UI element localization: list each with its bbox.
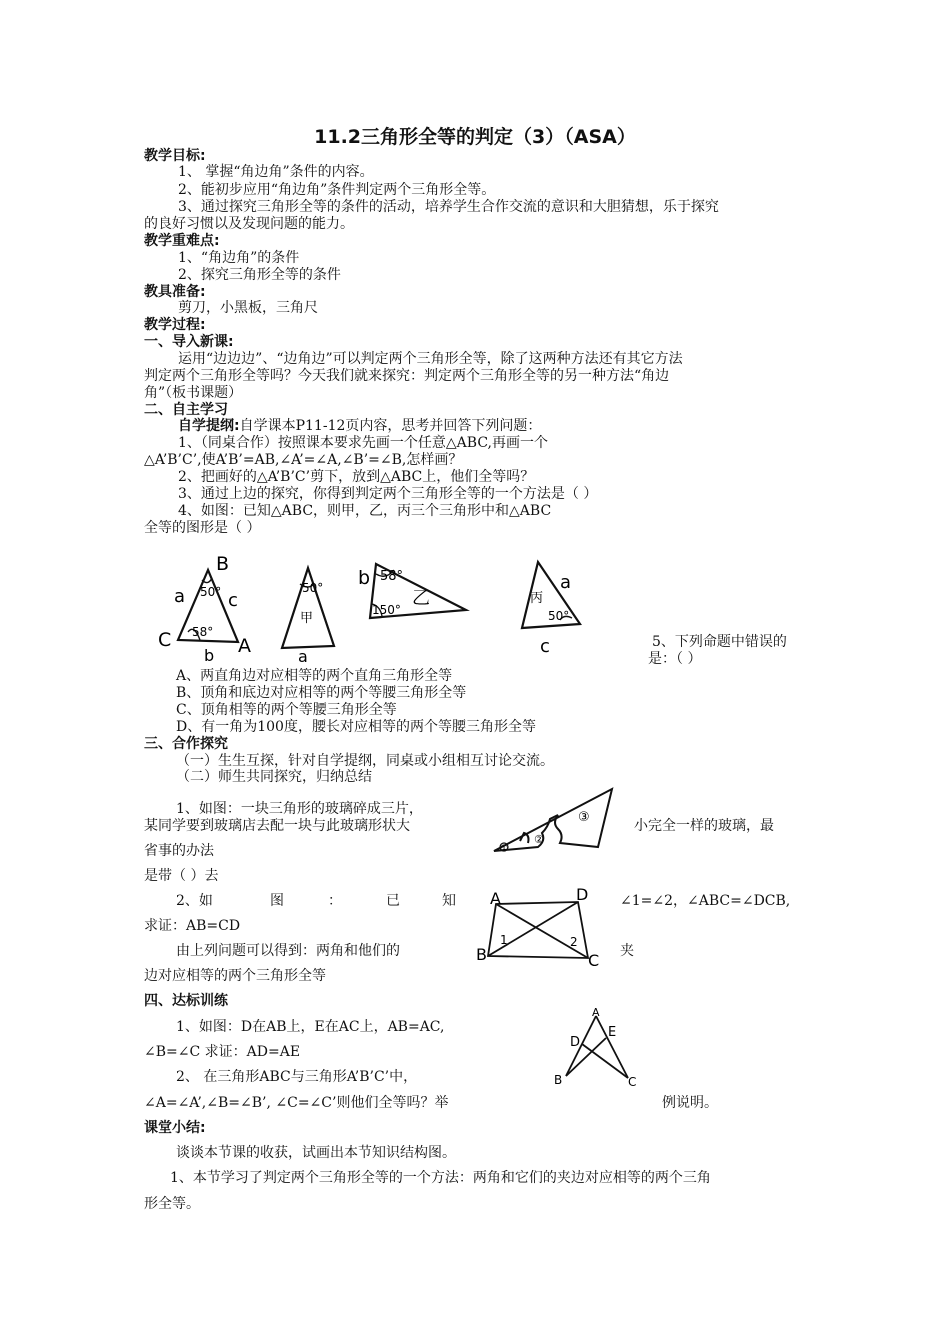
quad-point-d: D: [576, 888, 589, 904]
keypoint-item: 2、探究三角形全等的条件: [178, 267, 341, 283]
problem2-word: 2、如: [176, 893, 213, 909]
section1-heading: 一、导入新课:: [144, 334, 234, 350]
tri-main-angle-50: 50°: [200, 585, 222, 599]
goal-item: 2、能初步应用“角边角”条件判定两个三角形全等。: [178, 182, 496, 198]
option-b: B、顶角和底边对应相等的两个等腰三角形全等: [176, 685, 467, 701]
problem2-prove: 求证：AB=CD: [144, 918, 241, 934]
section3-item: （二）师生共同探究，归纳总结: [176, 769, 372, 785]
tri-jia-label: 甲: [300, 611, 314, 626]
outline-label: 自学提纲:: [178, 418, 240, 434]
outline-text: 自学课本P11-12页内容，思考并回答下列问题：: [239, 418, 542, 434]
goal-item: 3、通过探究三角形全等的条件的活动，培养学生合作交流的意识和大胆猜想，乐于探究: [178, 199, 719, 215]
summary-intro: 谈谈本节课的收获，试画出本节知识结构图。: [176, 1145, 456, 1161]
tri-main-vertex-c: C: [158, 629, 172, 651]
keypoints-heading: 教学重难点:: [144, 233, 220, 249]
quad-point-a: A: [490, 889, 501, 908]
quad-figure: [474, 888, 604, 968]
iso-point-b: B: [554, 1073, 563, 1087]
tri-main-angle-58: 58°: [192, 625, 214, 639]
page-title: 11.2三角形全等的判定（3）（ASA）: [314, 126, 636, 148]
training-2b2: 例说明。: [662, 1095, 718, 1111]
outline-line: [178, 418, 541, 435]
problem2-given: ∠1=∠2，∠ABC=∠DCB,: [620, 893, 791, 909]
tri-yi-angle-150: 150°: [372, 603, 401, 617]
intro-line: 运用“边边边”、“边角边”可以判定两个三角形全等，除了这两种方法还有其它方法: [178, 351, 683, 367]
tri-main-vertex-b: B: [216, 553, 230, 575]
iso-point-a: A: [592, 1006, 600, 1019]
intro-line: 角”（板书课题）: [144, 385, 243, 401]
goal-item: 1、 掌握“角边角”条件的内容。: [178, 164, 374, 180]
problem1-line-a: 1、如图：一块三角形的玻璃碎成三片，: [176, 801, 423, 817]
training-1a: 1、如图：D在AB上，E在AC上，AB=AC,: [176, 1019, 445, 1035]
question-5a: 5、下列命题中错误的: [652, 634, 787, 650]
section2-heading: 二、自主学习: [144, 402, 228, 418]
iso-point-d: D: [570, 1035, 581, 1050]
tools-heading: 教具准备:: [144, 284, 206, 300]
iso-point-c: C: [628, 1075, 637, 1089]
training-2a: 2、 在三角形ABC与三角形A’B’C’中，: [176, 1069, 418, 1085]
section3-heading: 三、合作探究: [144, 736, 228, 752]
option-d: D、有一角为100度，腰长对应相等的两个等腰三角形全等: [176, 719, 536, 735]
problem1-line-d: 是带（ ）去: [144, 868, 219, 884]
conclusion-a2: 夹: [620, 943, 634, 959]
problem2-word: 图: [270, 893, 284, 909]
problem2-word: 已: [386, 893, 400, 909]
tri-main-side-b: b: [204, 646, 215, 665]
tri-jia-side: a: [298, 647, 308, 665]
quad-angle-2: 2: [570, 935, 578, 949]
summary-line-b: 形全等。: [144, 1196, 200, 1212]
tri-bing-angle: 50°: [548, 609, 570, 623]
quad-angle-1: 1: [500, 933, 508, 947]
question-2: 2、把画好的△A’B’C’剪下，放到△ABC上，他们全等吗？: [178, 469, 535, 485]
summary-heading: 课堂小结:: [144, 1120, 206, 1136]
summary-line-a: 1、本节学习了判定两个三角形全等的一个方法：两角和它们的夹边对应相等的两个三角: [170, 1170, 711, 1186]
section3-item: （一）生生互探，针对自学提纲，同桌或小组相互讨论交流。: [176, 753, 554, 769]
problem1-line-c: 省事的办法: [144, 843, 214, 859]
training-2b: ∠A=∠A’,∠B=∠B’, ∠C=∠C’则他们全等吗？举: [144, 1095, 449, 1111]
training-1b: ∠B=∠C 求证：AD=AE: [144, 1044, 301, 1060]
tri-main-side-c: c: [228, 590, 238, 611]
tri-bing-side-c: c: [540, 636, 550, 657]
tri-jia-angle: 50°: [302, 581, 324, 595]
glass-piece-3: ③: [578, 810, 590, 825]
tri-yi-side-b: b: [358, 567, 371, 589]
tri-main-vertex-a: A: [238, 635, 251, 657]
conclusion-a: 由上列问题可以得到：两角和他们的: [176, 943, 400, 959]
tools-text: 剪刀，小黑板，三角尺: [178, 300, 318, 316]
glass-piece-2: ②: [534, 833, 544, 846]
question-4a: 4、如图：已知△ABC，则甲，乙，丙三个三角形中和△ABC: [178, 503, 552, 519]
goals-heading: 教学目标:: [144, 148, 206, 164]
section4-heading: 四、达标训练: [144, 993, 228, 1009]
triangle-jia: [282, 568, 334, 648]
goal-item: 的良好习惯以及发现问题的能力。: [144, 216, 354, 232]
triangles-figure: [150, 540, 600, 665]
problem1-line-b2: 小完全一样的玻璃，最: [634, 818, 774, 834]
problem1-line-b: 某同学要到玻璃店去配一块与此玻璃形状大: [144, 818, 410, 834]
option-a: A、两直角边对应相等的两个直角三角形全等: [176, 668, 453, 684]
question-3: 3、通过上边的探究，你得到判定两个三角形全等的一个方法是（ ）: [178, 486, 598, 502]
isosceles-figure: [548, 1006, 648, 1090]
problem2-word: ：: [328, 893, 342, 909]
option-c: C、顶角相等的两个等腰三角形全等: [176, 702, 397, 718]
conclusion-b: 边对应相等的两个三角形全等: [144, 968, 326, 984]
tri-bing-side-a: a: [560, 572, 572, 593]
tri-yi-label: 乙: [412, 588, 430, 609]
question-1b: △A’B’C’,使A’B’=AB,∠A’=∠A,∠B’=∠B,怎样画？: [144, 452, 463, 468]
glass-figure: [490, 785, 615, 857]
problem2-word: 知: [442, 893, 456, 909]
keypoint-item: 1、“角边角”的条件: [178, 250, 300, 266]
quad-point-c: C: [588, 951, 600, 968]
iso-point-e: E: [608, 1025, 617, 1040]
question-1a: 1、（同桌合作）按照课本要求先画一个任意△ABC,再画一个: [178, 435, 548, 451]
question-4b: 全等的图形是（ ）: [144, 520, 261, 536]
process-heading: 教学过程:: [144, 317, 206, 333]
tri-yi-angle-58: 58°: [380, 569, 404, 584]
glass-piece-1: ①: [500, 844, 509, 854]
tri-bing-label: 丙: [530, 591, 544, 606]
quad-point-b: B: [476, 945, 487, 964]
question-5b: 是：（ ）: [648, 651, 702, 667]
tri-main-side-a: a: [174, 586, 186, 607]
intro-line: 判定两个三角形全等吗？今天我们就来探究：判定两个三角形全等的另一种方法“角边: [144, 368, 670, 384]
